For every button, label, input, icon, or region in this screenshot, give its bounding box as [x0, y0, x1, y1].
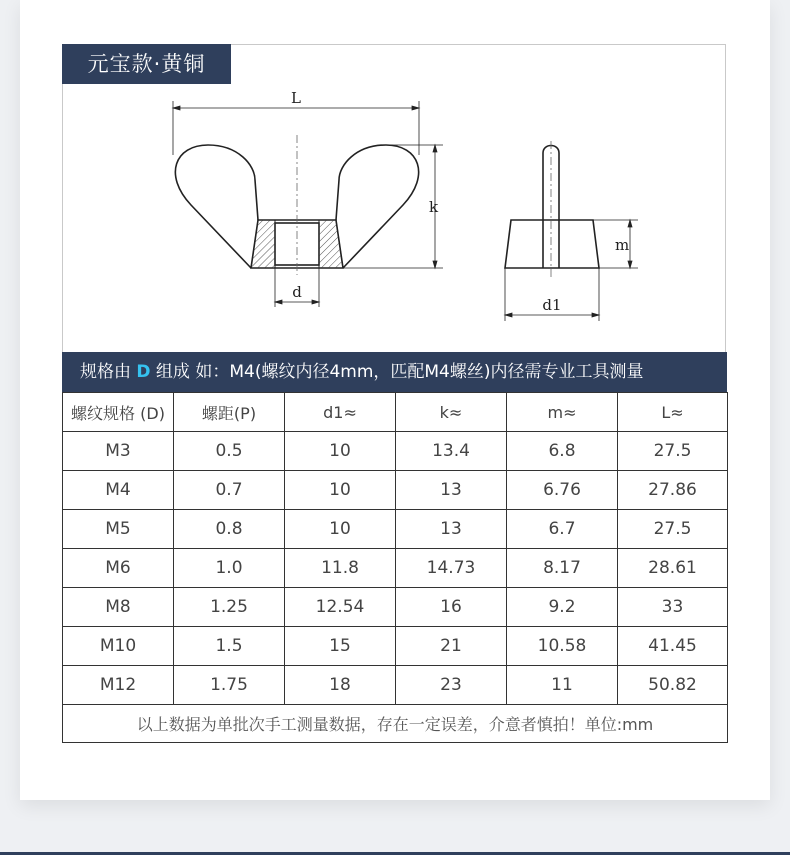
table-cell: 11 [507, 666, 618, 705]
table-cell: 10 [285, 432, 396, 471]
table-cell: 10 [285, 471, 396, 510]
info-suffix: 组成 如：M4(螺纹内径4mm，匹配M4螺丝)内径需专业工具测量 [150, 362, 644, 382]
table-cell: 11.8 [285, 549, 396, 588]
table-cell: 15 [285, 627, 396, 666]
label-m: m [615, 236, 630, 254]
table-cell: 0.7 [174, 471, 285, 510]
dim-L [173, 101, 419, 155]
table-cell: M6 [63, 549, 174, 588]
table-cell: M12 [63, 666, 174, 705]
table-row [63, 471, 728, 510]
table-cell: 27.5 [618, 510, 728, 549]
table-cell: 8.17 [507, 549, 618, 588]
dim-k [343, 145, 443, 268]
table-row [63, 627, 728, 666]
header-L: L≈ [618, 393, 728, 432]
info-bar [62, 352, 727, 392]
table-row [63, 510, 728, 549]
header-thread-spec: 螺纹规格 (D) [63, 393, 174, 432]
table-cell: 1.25 [174, 588, 285, 627]
header-pitch: 螺距(P) [174, 393, 285, 432]
label-L: L [291, 89, 301, 107]
table-cell: 13.4 [396, 432, 507, 471]
table-cell: M10 [63, 627, 174, 666]
header-m: m≈ [507, 393, 618, 432]
table-cell: M5 [63, 510, 174, 549]
label-d: d [292, 283, 302, 301]
table-cell: M3 [63, 432, 174, 471]
table-cell: 12.54 [285, 588, 396, 627]
table-cell: 13 [396, 471, 507, 510]
technical-drawing [62, 44, 726, 352]
table-cell: 18 [285, 666, 396, 705]
table-cell: 6.76 [507, 471, 618, 510]
info-highlight: D [136, 362, 151, 382]
table-cell: M4 [63, 471, 174, 510]
table-cell: 50.82 [618, 666, 728, 705]
table-row [63, 666, 728, 705]
table-cell: 27.86 [618, 471, 728, 510]
table-cell: 28.61 [618, 549, 728, 588]
table-cell: 21 [396, 627, 507, 666]
table-cell: 33 [618, 588, 728, 627]
header-k: k≈ [396, 393, 507, 432]
label-k: k [429, 198, 439, 216]
table-cell: 0.5 [174, 432, 285, 471]
table-cell: 6.8 [507, 432, 618, 471]
table-cell: 10 [285, 510, 396, 549]
table-cell: 10.58 [507, 627, 618, 666]
table-cell: 16 [396, 588, 507, 627]
title-tab: 元宝款·黄铜 [62, 44, 231, 84]
table-cell: 14.73 [396, 549, 507, 588]
table-cell: M8 [63, 588, 174, 627]
spec-table [62, 392, 728, 743]
table-cell: 6.7 [507, 510, 618, 549]
table-cell: 1.0 [174, 549, 285, 588]
table-cell: 41.45 [618, 627, 728, 666]
wing-nut-diagram [63, 45, 727, 353]
header-d1: d1≈ [285, 393, 396, 432]
table-cell: 27.5 [618, 432, 728, 471]
info-prefix: 规格由 [80, 362, 137, 382]
table-cell: 13 [396, 510, 507, 549]
side-view [505, 146, 599, 269]
table-cell: 9.2 [507, 588, 618, 627]
label-d1: d1 [542, 296, 562, 314]
table-row [63, 588, 728, 627]
measurement-note: 以上数据为单批次手工测量数据，存在一定误差，介意者慎拍！单位:mm [63, 705, 728, 743]
table-cell: 1.5 [174, 627, 285, 666]
table-cell: 0.8 [174, 510, 285, 549]
table-row [63, 432, 728, 471]
table-cell: 23 [396, 666, 507, 705]
table-row [63, 549, 728, 588]
table-header-row [63, 393, 728, 432]
table-cell: 1.75 [174, 666, 285, 705]
table-note-row [63, 705, 728, 743]
